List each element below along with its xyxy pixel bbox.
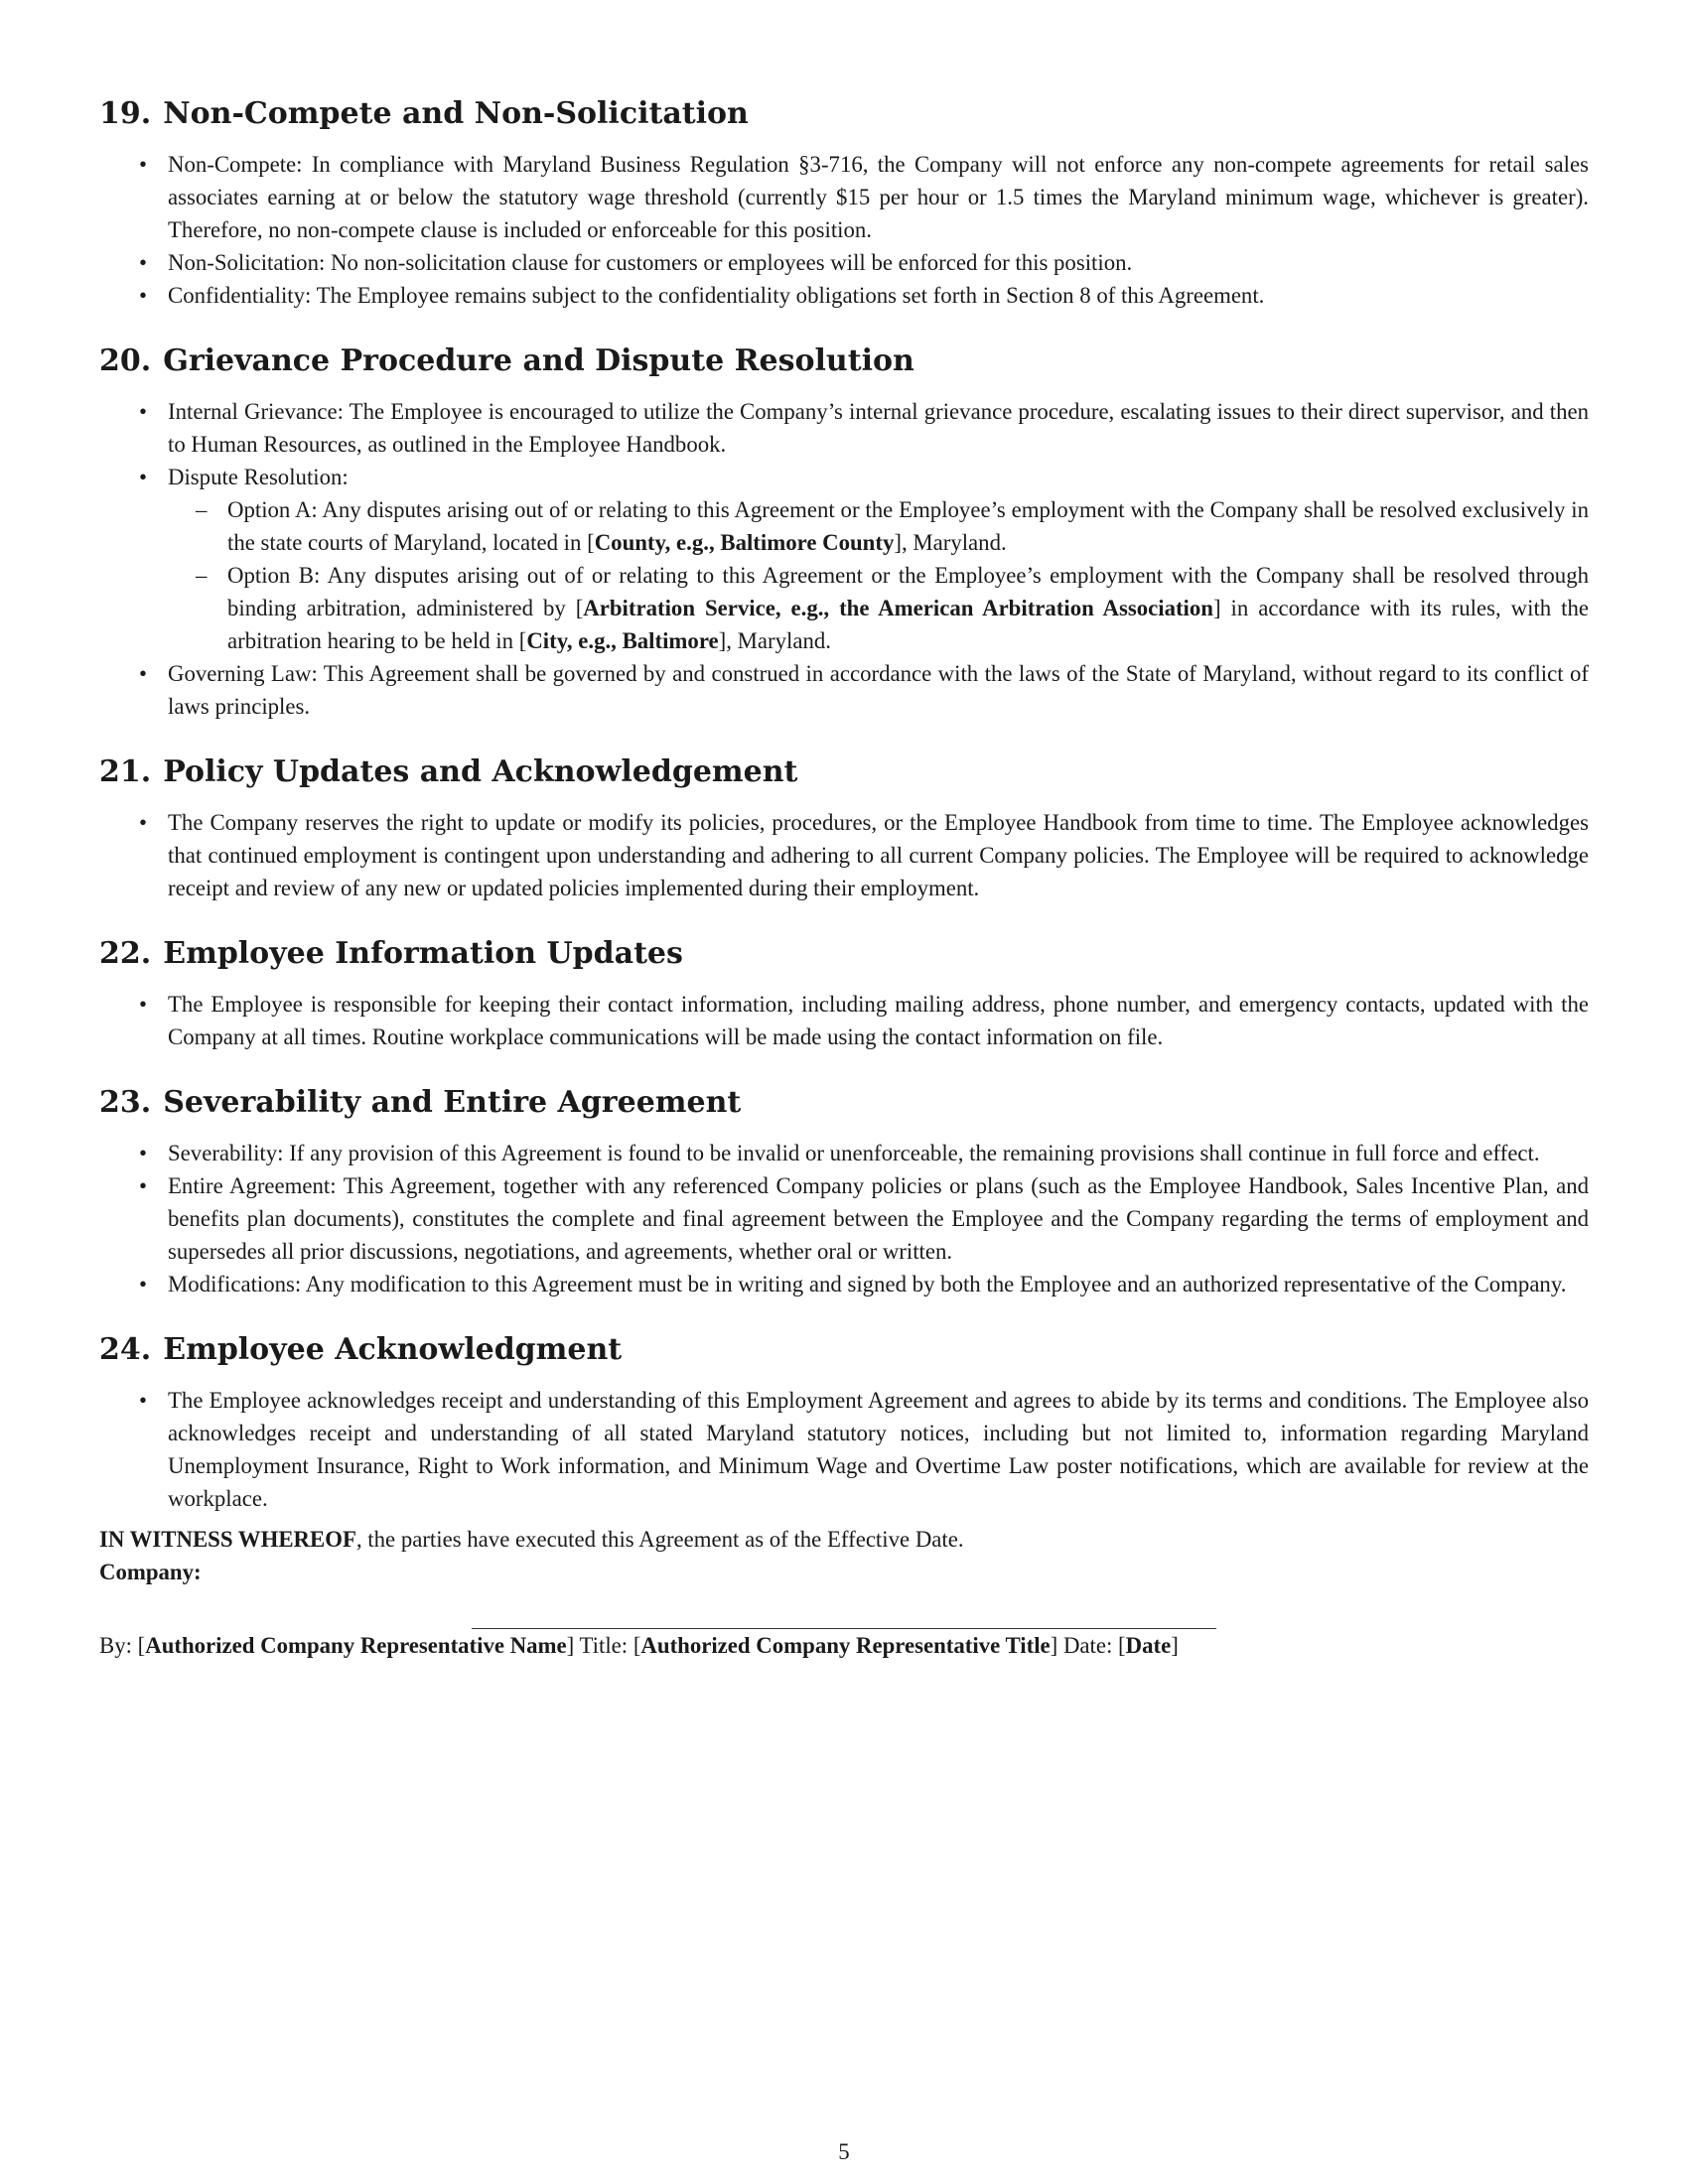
section-heading: 19. Non-Compete and Non-Solicitation xyxy=(99,96,749,131)
list-item: • Non-Compete: In compliance with Maryland Business Regulation §3-716, the Company will not enforce any non-compete agreements for retail sales associates earning at or below the statutory wage threshold (currently $15 per hour or 1.5 times the Maryland minimum wage, whichever is greater). Therefore, no non-compete clause is included or enforceable for this position. xyxy=(99,148,1589,246)
page-number: 5 xyxy=(838,2139,850,2164)
witness-statement: IN WITNESS WHEREOF, the parties have executed this Agreement as of the Effective Date. xyxy=(99,1527,964,1552)
bullet-list xyxy=(99,148,1589,312)
option-b-item: – Option B: Any disputes arising out of or relating to this Agreement or the Employee’s employment with the Company shall be resolved through binding arbitration, administered by [Arbitration Service, e.g., the American Arbitration Association] in accordance with its rules, with the arbitration hearing to be held in [City, e.g., Baltimore], Maryland. xyxy=(168,559,1589,657)
section-heading: 24. Employee Acknowledgment xyxy=(99,1332,623,1367)
list-item: • Governing Law: This Agreement shall be governed by and construed in accordance with the laws of the State of Maryland, without regard to its conflict of laws principles. xyxy=(99,657,1589,723)
section-23 xyxy=(99,1083,1589,1300)
bullet-list xyxy=(99,1384,1589,1515)
list-item: • Modifications: Any modification to this Agreement must be in writing and signed by both the Employee and an authorized representative of the Company. xyxy=(99,1268,1589,1300)
bullet-list xyxy=(99,806,1589,904)
list-item: • The Company reserves the right to update or modify its policies, procedures, or the Employee Handbook from time to time. The Employee acknowledges that continued employment is contingent upon understanding and adhering to all current Company policies. The Employee will be required to acknowledge receipt and review of any new or updated policies implemented during their employment. xyxy=(99,806,1589,904)
section-heading: 21. Policy Updates and Acknowledgement xyxy=(99,754,798,789)
section-21 xyxy=(99,752,1589,904)
option-a-item: – Option A: Any disputes arising out of or relating to this Agreement or the Employee’s employment with the Company shall be resolved exclusively in the state courts of Maryland, located in [County, e.g., Baltimore County], Maryland. xyxy=(168,493,1589,559)
bullet-list xyxy=(99,395,1589,723)
list-item: • Non-Solicitation: No non-solicitation clause for customers or employees will be enforced for this position. xyxy=(99,246,1589,279)
section-22 xyxy=(99,934,1589,1053)
list-item: • Entire Agreement: This Agreement, together with any referenced Company policies or plans (such as the Employee Handbook, Sales Incentive Plan, and benefits plan documents), constitutes the complete and final agreement between the Employee and the Company regarding the terms of employment and supersedes all prior discussions, negotiations, and agreements, whether oral or written. xyxy=(99,1169,1589,1268)
signature-block: By: [Authorized Company Representative Name] Title: [Authorized Company Representative Title] Date: [Date] xyxy=(99,1633,1179,1658)
section-19 xyxy=(99,94,1589,312)
list-item: • The Employee is responsible for keeping their contact information, including mailing address, phone number, and emergency contacts, updated with the Company at all times. Routine workplace communications will be made using the contact information on file. xyxy=(99,988,1589,1053)
list-item: • The Employee acknowledges receipt and understanding of this Employment Agreement and agrees to abide by its terms and conditions. The Employee also acknowledges receipt and understanding of all stated Maryland statutory notices, including but not limited to, information regarding Maryland Unemployment Insurance, Right to Work information, and Minimum Wage and Overtime Law poster notifications, which are available for review at the workplace. xyxy=(99,1384,1589,1515)
section-heading: 20. Grievance Procedure and Dispute Resolution xyxy=(99,343,914,378)
section-20 xyxy=(99,341,1589,723)
list-item: • Confidentiality: The Employee remains subject to the confidentiality obligations set forth in Section 8 of this Agreement. xyxy=(99,279,1589,312)
bullet-list xyxy=(99,1137,1589,1300)
bullet-list xyxy=(99,988,1589,1053)
section-heading: 23. Severability and Entire Agreement xyxy=(99,1085,742,1120)
section-24 xyxy=(99,1330,1589,1515)
sub-list xyxy=(168,493,1589,657)
company-label: Company: xyxy=(99,1560,202,1584)
list-item: • Severability: If any provision of this Agreement is found to be invalid or unenforceable, the remaining provisions shall continue in full force and effect. xyxy=(99,1137,1589,1169)
list-item: • Dispute Resolution: – Option A: Any disputes arising out of or relating to this Agreement or the Employee’s employment with the Company shall be resolved exclusively in the state courts of Maryland, located in [County, e.g., Baltimore County], Maryland. – Option B: Any disputes arising out of or relating to this Agreement or the Employee’s employment with the Company shall be resolved through binding arbitration, administered by [Arbitration Service, e.g., the American Arbitration Association] in accordance with its rules, with the arbitration hearing to be held in [City, e.g., Baltimore], Maryland. xyxy=(99,461,1589,657)
section-heading: 22. Employee Information Updates xyxy=(99,936,683,971)
list-item: • Internal Grievance: The Employee is encouraged to utilize the Company’s internal grievance procedure, escalating issues to their direct supervisor, and then to Human Resources, as outlined in the Employee Handbook. xyxy=(99,395,1589,461)
